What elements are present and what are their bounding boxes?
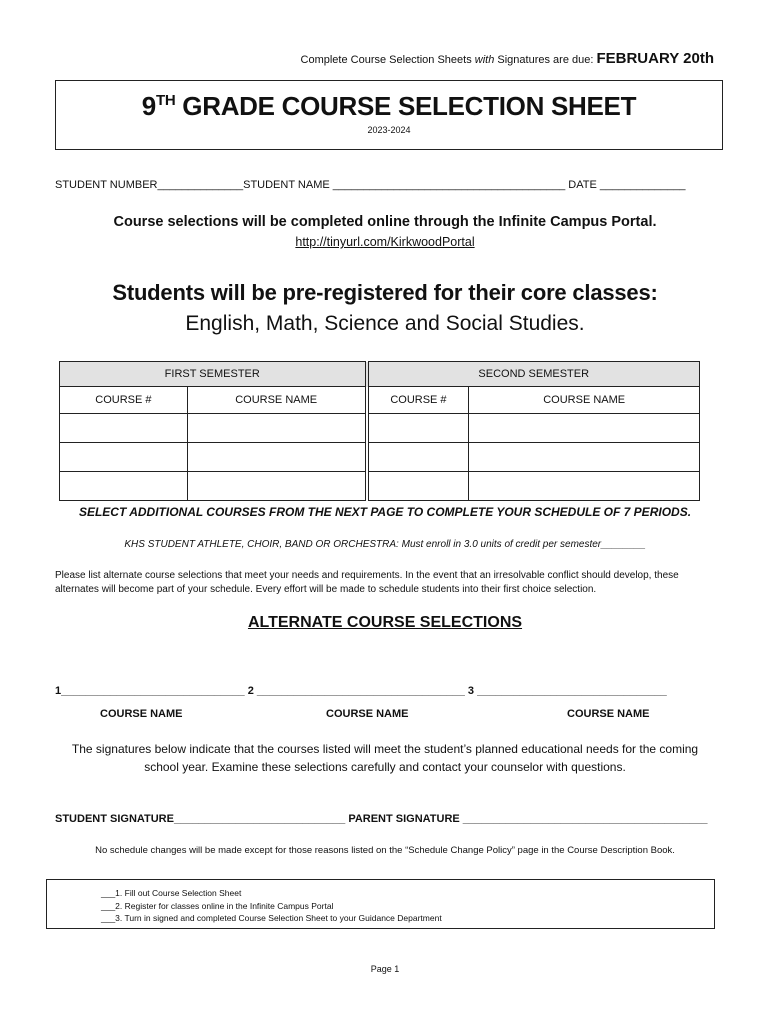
- alternate-title: ALTERNATE COURSE SELECTIONS: [247, 614, 523, 631]
- student-info-line[interactable]: STUDENT NUMBER______________STUDENT NAME ______________________________________ DATE ______________: [55, 179, 686, 191]
- semester-course-table: [59, 361, 700, 501]
- core-classes-list: English, Math, Science and Social Studies.: [185, 312, 585, 335]
- page-number: Page 1: [370, 964, 400, 974]
- due-date: FEBRUARY 20th: [596, 50, 714, 67]
- due-middle: Signatures are due:: [494, 54, 597, 66]
- title-grade: 9: [141, 91, 156, 121]
- alternate-label-3: COURSE NAME: [567, 708, 650, 720]
- table-cell[interactable]: [60, 414, 188, 443]
- table-row: [60, 443, 700, 472]
- title-superscript: TH: [155, 92, 176, 109]
- table-cell[interactable]: [469, 414, 700, 443]
- table-cell[interactable]: [60, 472, 188, 501]
- alternate-label-2: COURSE NAME: [326, 708, 409, 720]
- school-year: 2023-2024: [367, 125, 411, 135]
- second-course-name-header: COURSE NAME: [469, 387, 700, 414]
- alternate-blanks[interactable]: 1______________________________ 2 __________________________________ 3 _______________________________: [55, 685, 667, 697]
- table-cell[interactable]: [469, 472, 700, 501]
- select-additional-notice: SELECT ADDITIONAL COURSES FROM THE NEXT PAGE TO COMPLETE YOUR SCHEDULE OF 7 PERIODS.: [78, 505, 692, 519]
- table-cell[interactable]: [60, 443, 188, 472]
- table-cell[interactable]: [368, 414, 469, 443]
- preregistered-heading: Students will be pre-registered for their core classes:: [112, 280, 658, 305]
- title-text: GRADE COURSE SELECTION SHEET: [175, 91, 637, 121]
- portal-notice: Course selections will be completed online through the Infinite Campus Portal.: [113, 214, 657, 230]
- checklist-box: [46, 879, 715, 929]
- table-cell[interactable]: [187, 414, 365, 443]
- title-box: [55, 80, 723, 150]
- portal-link[interactable]: http://tinyurl.com/KirkwoodPortal: [295, 235, 475, 249]
- due-prefix: Complete Course Selection Sheets: [300, 54, 475, 66]
- table-row: [60, 414, 700, 443]
- alternate-instructions: Please list alternate course selections that meet your needs and requirements. In the event that an irresolvable conflict should develop, these alternates will become part of your schedule. Every effort will be made to schedule students into their first choice selection.: [55, 570, 679, 595]
- checklist-item: ___1. Fill out Course Selection Sheet: [101, 888, 242, 898]
- second-course-num-header: COURSE #: [368, 387, 469, 414]
- due-date-notice: [301, 50, 714, 67]
- checklist-item: ___3. Turn in signed and completed Course Selection Sheet to your Guidance Department: [101, 913, 442, 923]
- due-with: with: [474, 54, 495, 66]
- signature-paragraph: The signatures below indicate that the courses listed will meet the student’s planned educational needs for the coming school year. Examine these selections carefully and contact your counselor with questions.: [71, 742, 699, 774]
- no-changes-notice: No schedule changes will be made except for those reasons listed on the “Schedule Change Policy” page in the Course Description Book.: [95, 845, 675, 856]
- athlete-notice[interactable]: KHS STUDENT ATHLETE, CHOIR, BAND OR ORCHESTRA: Must enroll in 3.0 units of credit per semester________: [124, 539, 646, 550]
- table-cell[interactable]: [368, 472, 469, 501]
- alternate-label-1: COURSE NAME: [100, 708, 183, 720]
- table-row: [60, 472, 700, 501]
- checklist-item: ___2. Register for classes online in the Infinite Campus Portal: [101, 900, 334, 911]
- second-semester-header: SECOND SEMESTER: [368, 362, 700, 387]
- table-cell[interactable]: [187, 472, 365, 501]
- table-cell[interactable]: [187, 443, 365, 472]
- table-cell[interactable]: [368, 443, 469, 472]
- table-cell[interactable]: [469, 443, 700, 472]
- first-course-num-header: COURSE #: [60, 387, 188, 414]
- signature-line[interactable]: STUDENT SIGNATURE____________________________ PARENT SIGNATURE ________________________________________: [55, 813, 708, 825]
- first-semester-header: FIRST SEMESTER: [60, 362, 366, 387]
- first-course-name-header: COURSE NAME: [187, 387, 365, 414]
- page-title: [56, 91, 722, 122]
